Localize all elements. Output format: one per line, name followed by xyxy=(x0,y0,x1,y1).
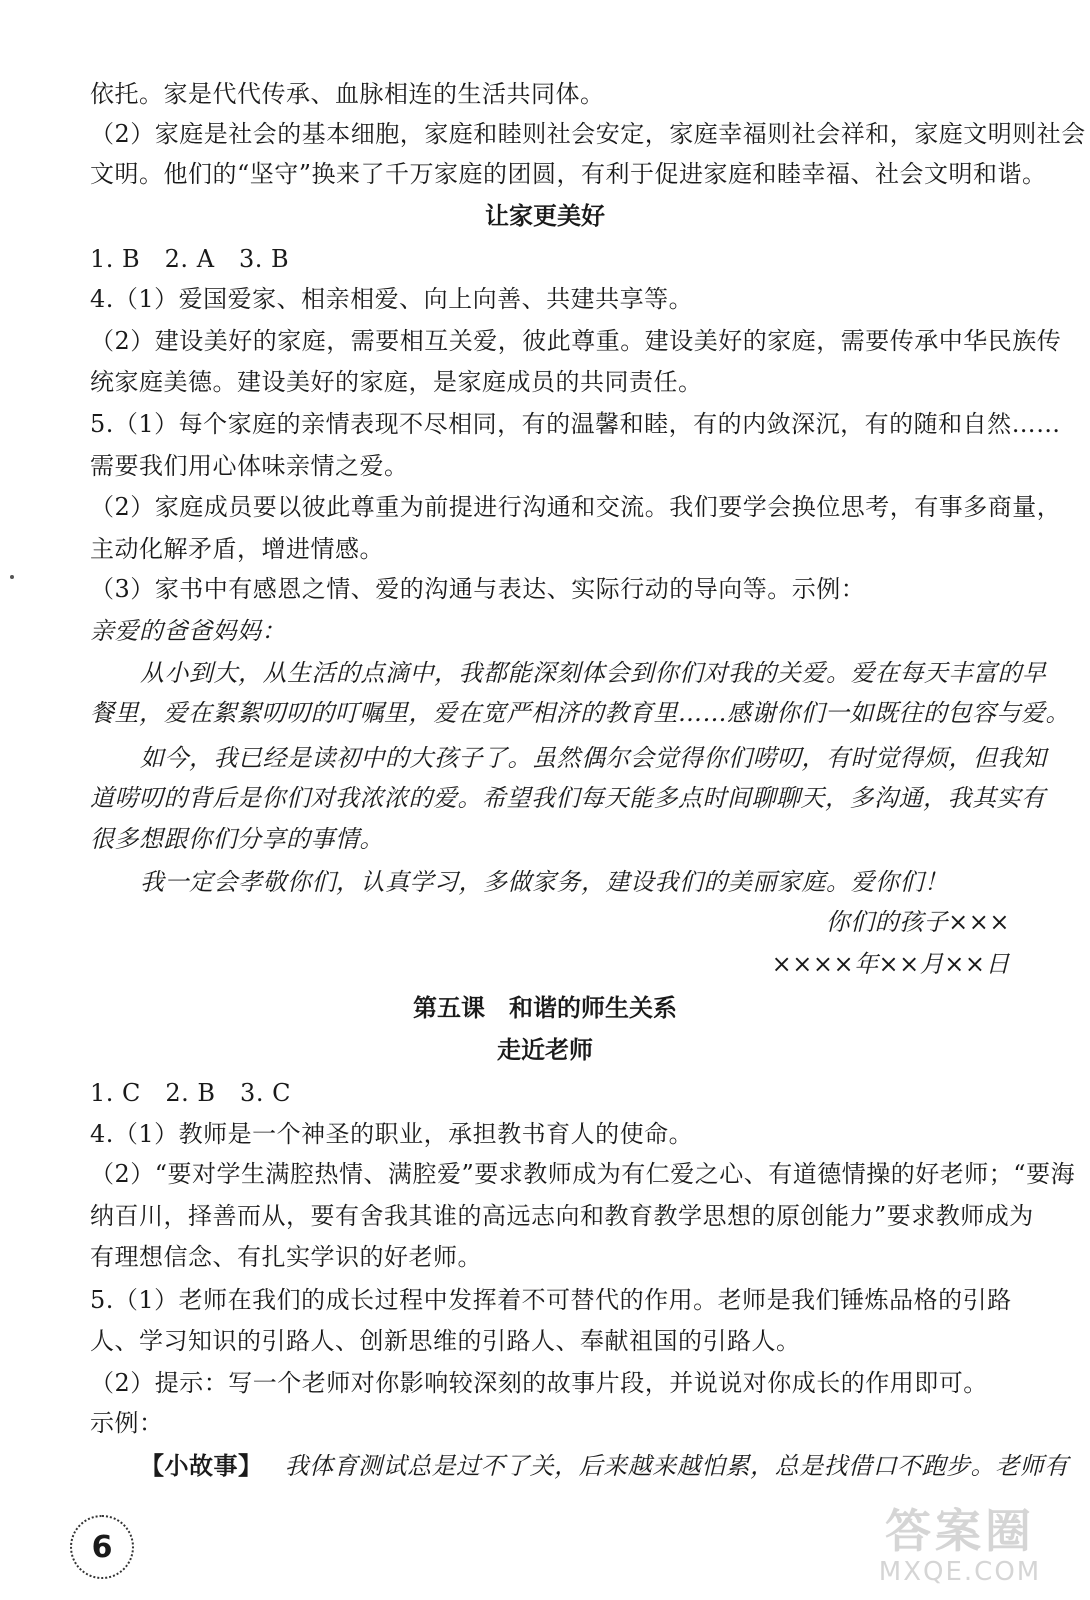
answer-line: 1. B 2. A 3. B xyxy=(90,245,290,273)
answer-line: 统家庭美德。建设美好的家庭，是家庭成员的共同责任。 xyxy=(90,368,703,396)
lesson-title: 第五课 和谐的师生关系 xyxy=(413,994,677,1022)
answer-line: 4.（1）教师是一个神圣的职业，承担教书育人的使命。 xyxy=(90,1120,694,1148)
letter-signature: 你们的孩子××× xyxy=(825,908,1010,936)
text-line: 文明。他们的“坚守”换来了千万家庭的团圆，有利于促进家庭和睦幸福、社会文明和谐。 xyxy=(90,160,1047,188)
letter-line: 道唠叨的背后是你们对我浓浓的爱。希望我们每天能多点时间聊聊天，多沟通，我其实有 xyxy=(90,784,1046,812)
answer-line: 需要我们用心体味亲情之爱。 xyxy=(90,452,409,480)
text-line: 依托。家是代代传承、血脉相连的生活共同体。 xyxy=(90,80,605,108)
story-text: 我体育测试总是过不了关，后来越来越怕累，总是找借口不跑步。老师有 xyxy=(284,1452,1069,1480)
answer-line: （3）家书中有感恩之情、爱的沟通与表达、实际行动的导向等。示例： xyxy=(90,575,866,603)
letter-line: 很多想跟你们分享的事情。 xyxy=(90,825,384,853)
letter-line: 餐里，爱在絮絮叨叨的叮嘱里，爱在宽严相济的教育里……感谢你们一如既往的包容与爱。 xyxy=(90,699,1070,727)
site-watermark xyxy=(860,1505,1060,1595)
story-label: 【小故事】 xyxy=(140,1452,263,1480)
letter-line: 从小到大，从生活的点滴中，我都能深刻体会到你们对我的关爱。爱在每天丰富的早 xyxy=(140,659,1047,687)
story-line xyxy=(90,1450,1069,1482)
answer-line: 人、学习知识的引路人、创新思维的引路人、奉献祖国的引路人。 xyxy=(90,1327,801,1355)
answer-line: 主动化解矛盾，增进情感。 xyxy=(90,535,384,563)
answer-line: 5.（1）每个家庭的亲情表现不尽相同，有的温馨和睦，有的内敛深沉，有的随和自然…… xyxy=(90,410,1061,438)
section-title: 走近老师 xyxy=(497,1036,593,1064)
section-title: 让家更美好 xyxy=(485,202,605,230)
watermark-logo-text: 答案圈 xyxy=(885,1504,1035,1558)
answer-line: （2）建设美好的家庭，需要相互关爱，彼此尊重。建设美好的家庭，需要传承中华民族传 xyxy=(90,327,1062,355)
text-line: （2）家庭是社会的基本细胞，家庭和睦则社会安定，家庭幸福则社会祥和，家庭文明则社会 xyxy=(90,120,1086,148)
watermark-url: MXQE.COM xyxy=(878,1557,1042,1587)
scan-speck xyxy=(10,575,14,579)
letter-line: 我一定会孝敬你们，认真学习，多做家务，建设我们的美丽家庭。爱你们！ xyxy=(140,868,949,896)
answer-line: （2）提示：写一个老师对你影响较深刻的故事片段，并说说对你成长的作用即可。 xyxy=(90,1369,988,1397)
letter-greeting: 亲爱的爸爸妈妈： xyxy=(90,617,286,645)
letter-date: ××××年××月××日 xyxy=(771,950,1010,978)
answer-line: 有理想信念、有扎实学识的好老师。 xyxy=(90,1243,482,1271)
answer-line: （2）家庭成员要以彼此尊重为前提进行沟通和交流。我们要学会换位思考，有事多商量， xyxy=(90,493,1062,521)
answer-line: 示例： xyxy=(90,1409,164,1437)
answer-line: 4.（1）爱国爱家、相亲相爱、向上向善、共建共享等。 xyxy=(90,285,694,313)
answer-line: （2）“要对学生满腔热情、满腔爱”要求教师成为有仁爱之心、有道德情操的好老师；“要海 xyxy=(90,1160,1076,1188)
answer-line: 5.（1）老师在我们的成长过程中发挥着不可替代的作用。老师是我们锤炼品格的引路 xyxy=(90,1286,1012,1314)
letter-line: 如今，我已经是读初中的大孩子了。虽然偶尔会觉得你们唠叨，有时觉得烦，但我知 xyxy=(140,744,1047,772)
answer-line: 纳百川，择善而从，要有舍我其谁的高远志向和教育教学思想的原创能力”要求教师成为 xyxy=(90,1202,1034,1230)
answer-line: 1. C 2. B 3. C xyxy=(90,1079,291,1107)
page-number: 6 xyxy=(70,1515,134,1579)
